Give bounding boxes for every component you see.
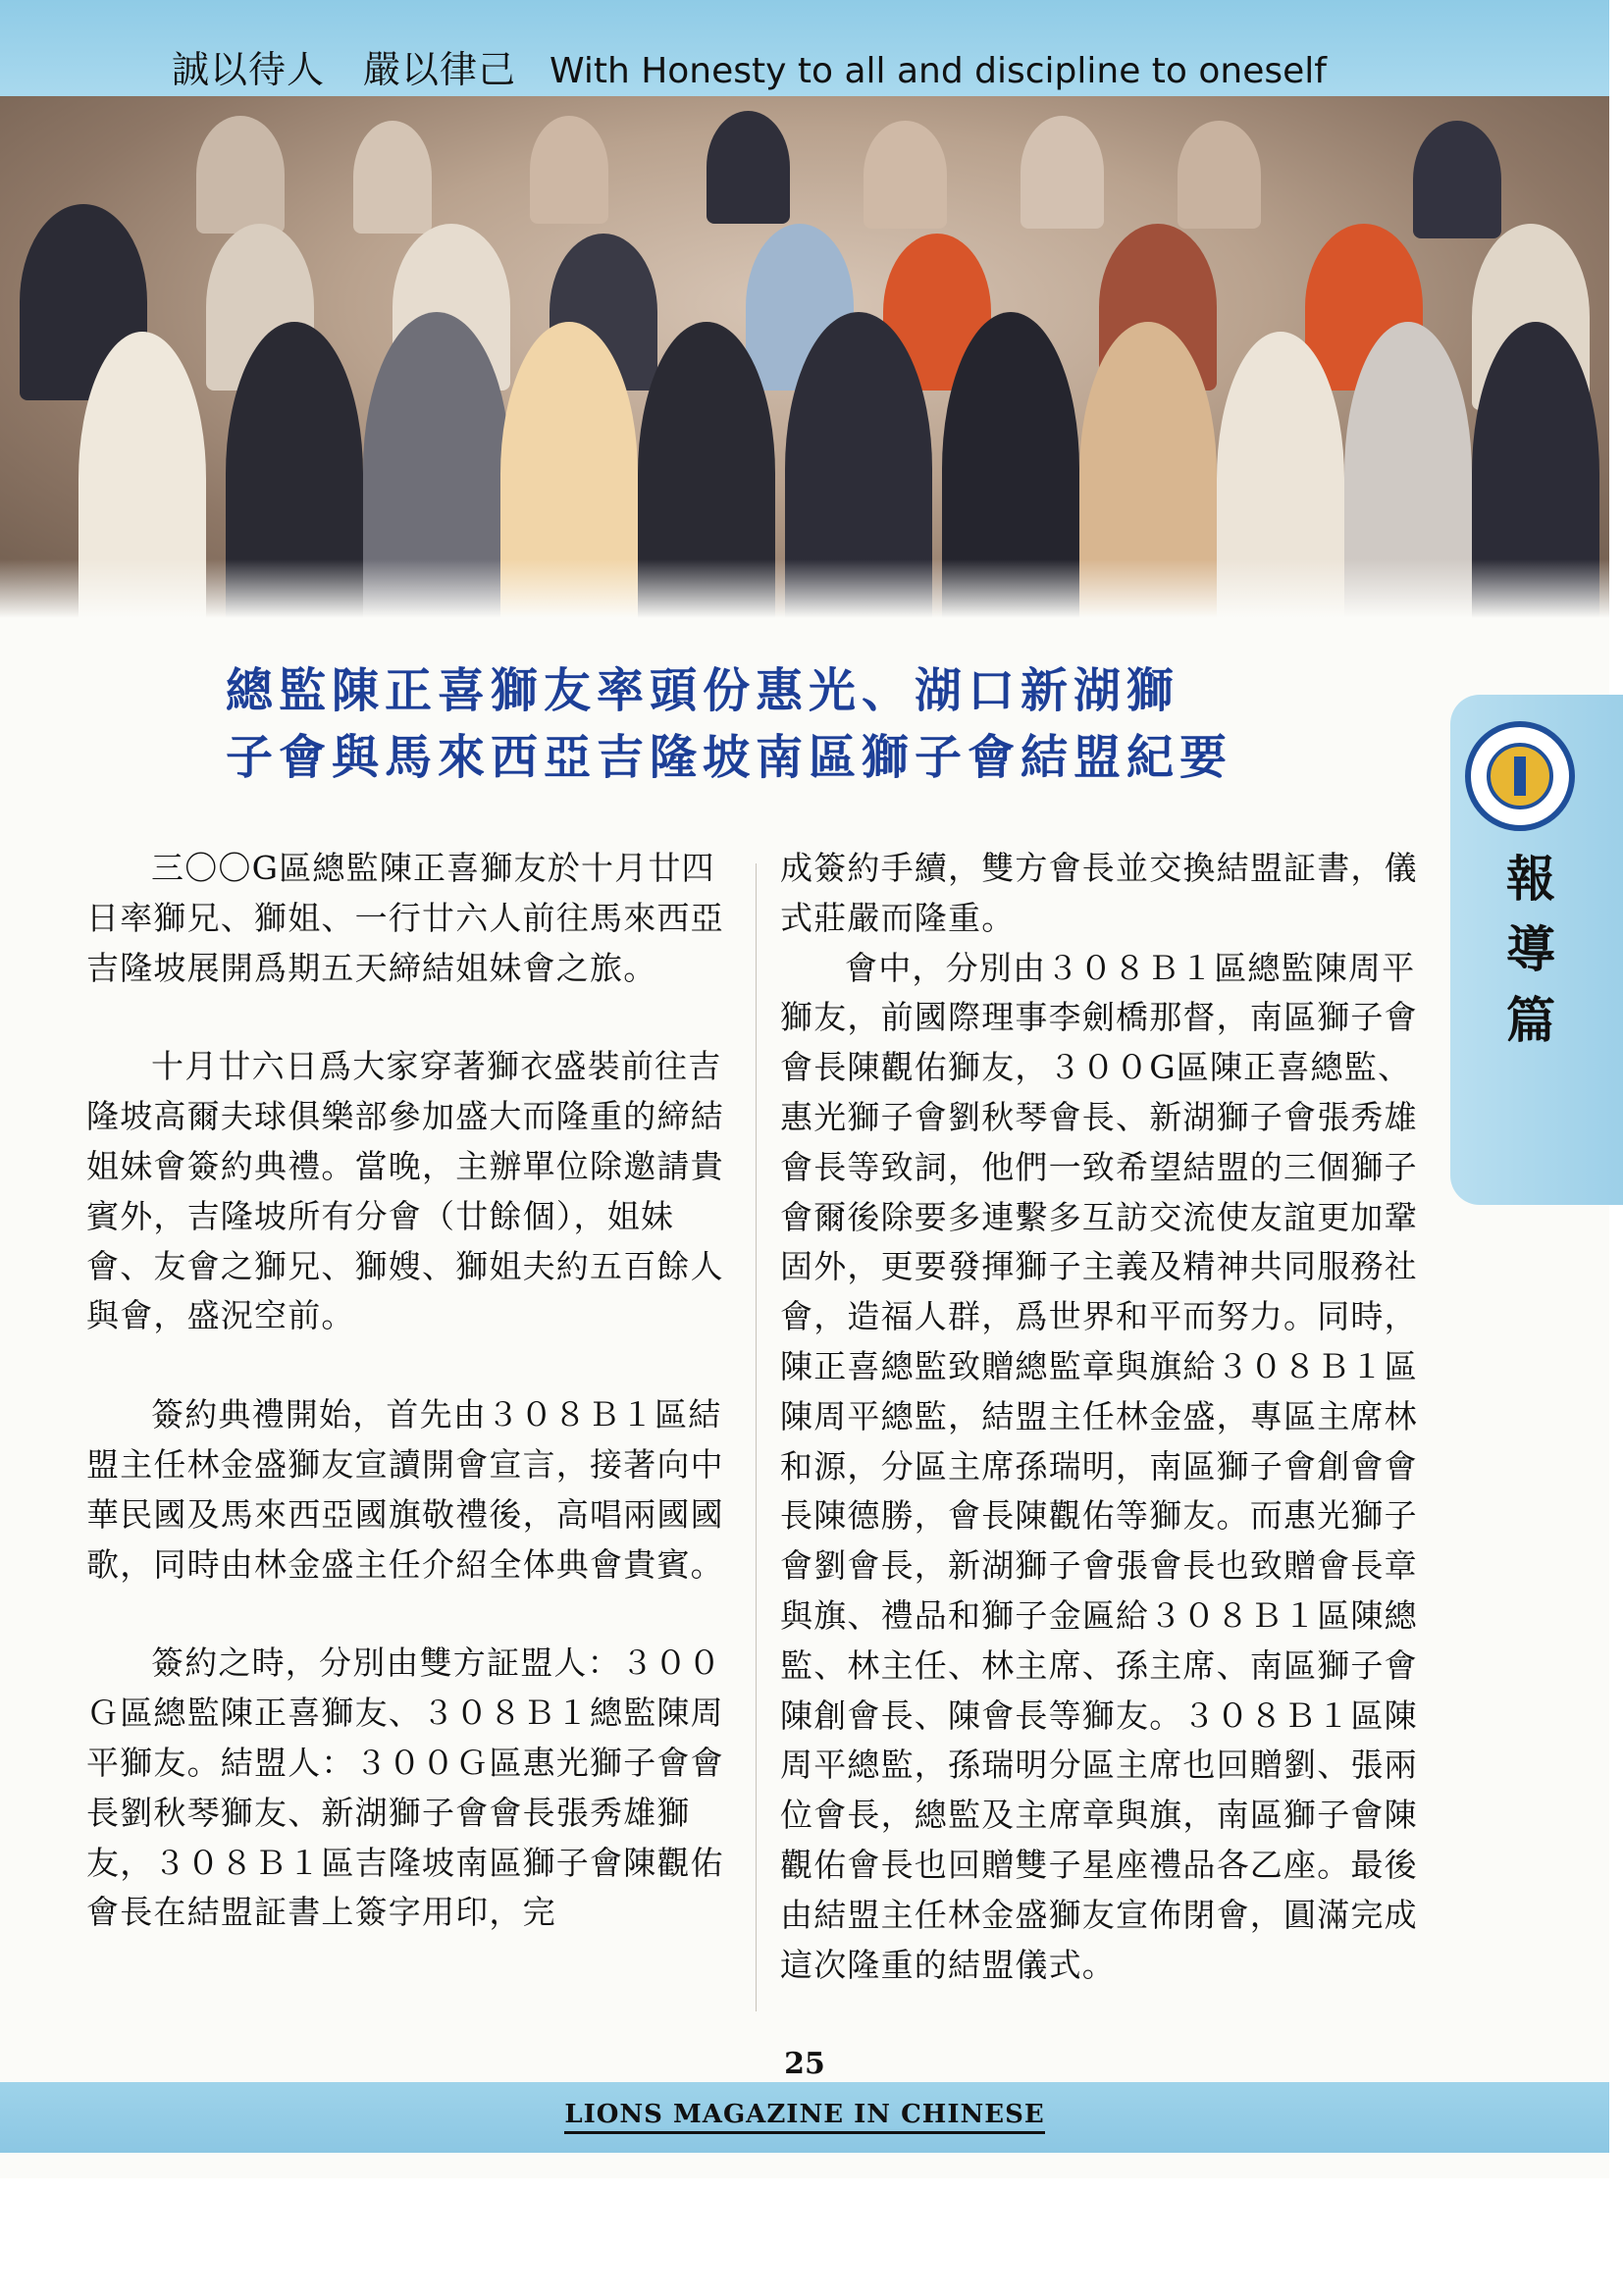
header-band xyxy=(0,0,1609,96)
paragraph: 簽約之時，分別由雙方証盟人：３００Ｇ區總監陳正喜獅友、３０８Ｂ１總監陳周平獅友。結盟人：３００Ｇ區惠光獅子會會長劉秋琴獅友、新湖獅子會會長張秀雄獅友，３０８Ｂ１區吉隆坡南區獅子會陳觀佑會長在結盟証書上簽字用印，完 xyxy=(86,1644,724,1932)
photo-figure xyxy=(530,116,608,224)
title-line-2: 子會與馬來西亞吉隆坡南區獅子會結盟紀要 xyxy=(226,730,1233,785)
lions-emblem-icon xyxy=(1465,721,1575,831)
paragraph: 十月廿六日爲大家穿著獅衣盛裝前往吉隆坡高爾夫球俱樂部參加盛大而隆重的締結姐妹會簽約典禮。當晚，主辦單位除邀請貴賓外，吉隆坡所有分會（廿餘個），姐妹會、友會之獅兄、獅嫂、獅姐夫約五百餘人與會，盛況空前。 xyxy=(86,1047,724,1335)
emblem-core xyxy=(1487,743,1553,809)
paragraph-gap xyxy=(86,1341,724,1390)
right-column xyxy=(780,844,1428,1990)
left-column xyxy=(86,844,724,1938)
photo-fade xyxy=(0,559,1609,618)
article-title xyxy=(226,657,1384,791)
motto-chinese: 誠以待人 嚴以律己 xyxy=(172,48,517,91)
paragraph: 成簽約手續，雙方會長並交換結盟証書，儀式莊嚴而隆重。 xyxy=(780,849,1418,937)
magazine-title: LIONS MAGAZINE IN CHINESE xyxy=(564,2100,1044,2134)
photo-figure xyxy=(353,121,432,234)
paragraph: 簽約典禮開始，首先由３０８Ｂ１區結盟主任林金盛獅友宣讀開會宣言，接著向中華民國及馬來西亞國旗敬禮後，高唱兩國國歌，同時由林金盛主任介紹全体典會貴賓。 xyxy=(86,1395,724,1584)
paragraph-gap xyxy=(86,993,724,1042)
photo-figure xyxy=(1021,116,1104,229)
photo-figure xyxy=(196,116,285,234)
section-label-char: 導 xyxy=(1506,920,1555,978)
paragraph: 三〇〇G區總監陳正喜獅友於十月廿四日率獅兄、獅姐、一行廿六人前往馬來西亞吉隆坡展開爲期五天締結姐妹會之旅。 xyxy=(86,849,724,987)
footer-magazine-name xyxy=(0,2100,1609,2129)
column-divider xyxy=(756,863,757,2011)
paragraph: 會中，分別由３０８Ｂ１區總監陳周平獅友，前國際理事李劍橋那督，南區獅子會會長陳觀佑獅友，３００G區陳正喜總監、惠光獅子會劉秋琴會長、新湖獅子會張秀雄會長等致詞，他們一致希望結盟的三個獅子會爾後除要多連繫多互訪交流使友誼更加鞏固外，更要發揮獅子主義及精神共同服務社會，造福人群，爲世界和平而努力。同時，陳正喜總監致贈總監章與旗給３０８Ｂ１區陳周平總監，結盟主任林金盛，專區主席林和源，分區主席孫瑞明，南區獅子會創會會長陳德勝，會長陳觀佑等獅友。而惠光獅子會劉會長，新湖獅子會張會長也致贈會長章與旗、禮品和獅子金匾給３０８Ｂ１區陳總監、林主任、林主席、孫主席、南區獅子會陳創會長、陳會長等獅友。３０８Ｂ１區陳周平總監，孫瑞明分區主席也回贈劉、張兩位會長，總監及主席章與旗，南區獅子會陳觀佑會長也回贈雙子星座禮品各乙座。最後由結盟主任林金盛獅友宣佈閉會，圓滿完成這次隆重的結盟儀式。 xyxy=(780,948,1418,1984)
photo-figure xyxy=(1178,121,1261,229)
photo-figure xyxy=(1413,121,1501,238)
paragraph-gap xyxy=(86,1590,724,1639)
photo-figure xyxy=(707,111,790,224)
section-label-char: 報 xyxy=(1506,850,1555,908)
section-label-char: 篇 xyxy=(1506,991,1555,1049)
header-motto xyxy=(172,39,1327,93)
group-photo-icon xyxy=(0,96,1609,618)
motto-english: With Honesty to all and discipline to oneself xyxy=(550,51,1327,91)
page-number: 25 xyxy=(784,2047,825,2081)
section-label xyxy=(1501,844,1560,1056)
photo-figure xyxy=(864,121,947,229)
title-line-1: 總監陳正喜獅友率頭份惠光、湖口新湖獅 xyxy=(226,663,1180,718)
